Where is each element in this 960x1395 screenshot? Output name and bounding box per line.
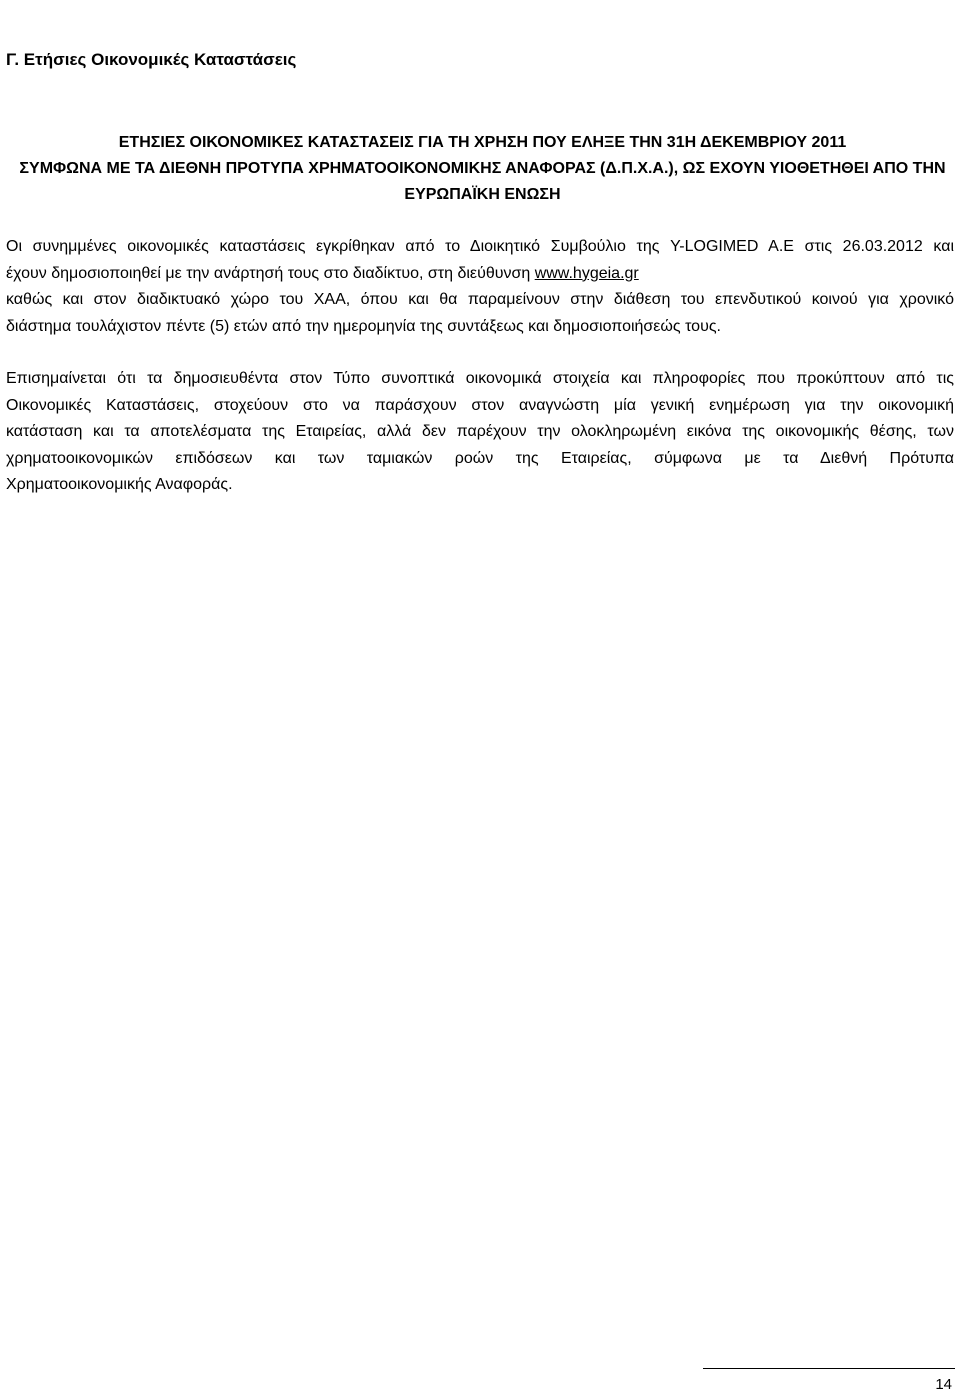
approval-paragraph-line-1: Οι συνημμένες οικονομικές καταστάσεις εγκρίθηκαν από το Διοικητικό Συμβούλιο της Y-LOGIMED A.E στις 26.03.2012 και <box>6 238 954 255</box>
section-heading: Γ. Ετήσιες Οικονομικές Καταστάσεις <box>6 50 297 69</box>
disclaimer-paragraph-line-2: Οικονομικές Καταστάσεις, στοχεύουν στο να παράσχουν στον αναγνώστη μία γενική ενημέρωση για την οικονομική <box>6 396 954 414</box>
disclaimer-paragraph-line-1: Επισημαίνεται ότι τα δημοσιευθέντα στον Τύπο συνοπτικά οικονομικά στοιχεία και πληροφορίες που προκύπτουν από τις <box>6 370 954 387</box>
footer-divider <box>703 1368 955 1369</box>
approval-paragraph-line-4: διάστημα τουλάχιστον πέντε (5) ετών από την ημερομηνία της συντάξεως και δημοσιοποιήσεώς τους. <box>6 317 721 335</box>
disclaimer-paragraph-line-3: κατάσταση και τα αποτελέσματα της Εταιρείας, αλλά δεν παρέχουν την ολοκληρωμένη εικόνα της οικονομικής θέσης, των <box>6 423 954 440</box>
approval-paragraph-line-2-text: έχουν δημοσιοποιηθεί με την ανάρτησή τους στο διαδίκτυο, στη διεύθυνση <box>6 264 535 282</box>
statements-title-line-2: ΣΥΜΦΩΝΑ ΜΕ ΤΑ ΔΙΕΘΝΗ ΠΡΟΤΥΠΑ ΧΡΗΜΑΤΟΟΙΚΟΝΟΜΙΚΗΣ ΑΝΑΦΟΡΑΣ (Δ.Π.Χ.Α.), ΩΣ ΕΧΟΥΝ ΥΙΟΘΕΤΗΘΕΙ ΑΠΟ ΤΗΝ <box>19 160 946 177</box>
approval-paragraph <box>6 234 954 340</box>
hygeia-website-link[interactable]: www.hygeia.gr <box>534 264 639 282</box>
page-number: 14 <box>935 1376 952 1393</box>
disclaimer-paragraph-line-4: χρηματοοικονομικών επιδόσεων και των ταμιακών ροών της Εταιρείας, σύμφωνα με τα Διεθνή Πρότυπα <box>6 449 954 467</box>
approval-paragraph-line-2 <box>6 261 954 288</box>
disclaimer-paragraph <box>6 366 954 499</box>
statements-title-line-1: ΕΤΗΣΙΕΣ ΟΙΚΟΝΟΜΙΚΕΣ ΚΑΤΑΣΤΑΣΕΙΣ ΓΙΑ ΤΗ ΧΡΗΣΗ ΠΟΥ ΕΛΗΞΕ ΤΗΝ 31Η ΔΕΚΕΜΒΡΙΟΥ 2011 <box>118 134 847 151</box>
statements-title-line-3: ΕΥΡΩΠΑΪΚΗ ΕΝΩΣΗ <box>404 186 561 203</box>
approval-paragraph-line-3: καθώς και στον διαδικτυακό χώρο του ΧΑΑ, όπου και θα παραμείνουν στην διάθεση του επενδυτικού κοινού για χρονικό <box>6 291 954 308</box>
statements-title <box>10 130 955 208</box>
disclaimer-paragraph-line-5: Χρηματοοικονομικής Αναφοράς. <box>6 476 233 493</box>
